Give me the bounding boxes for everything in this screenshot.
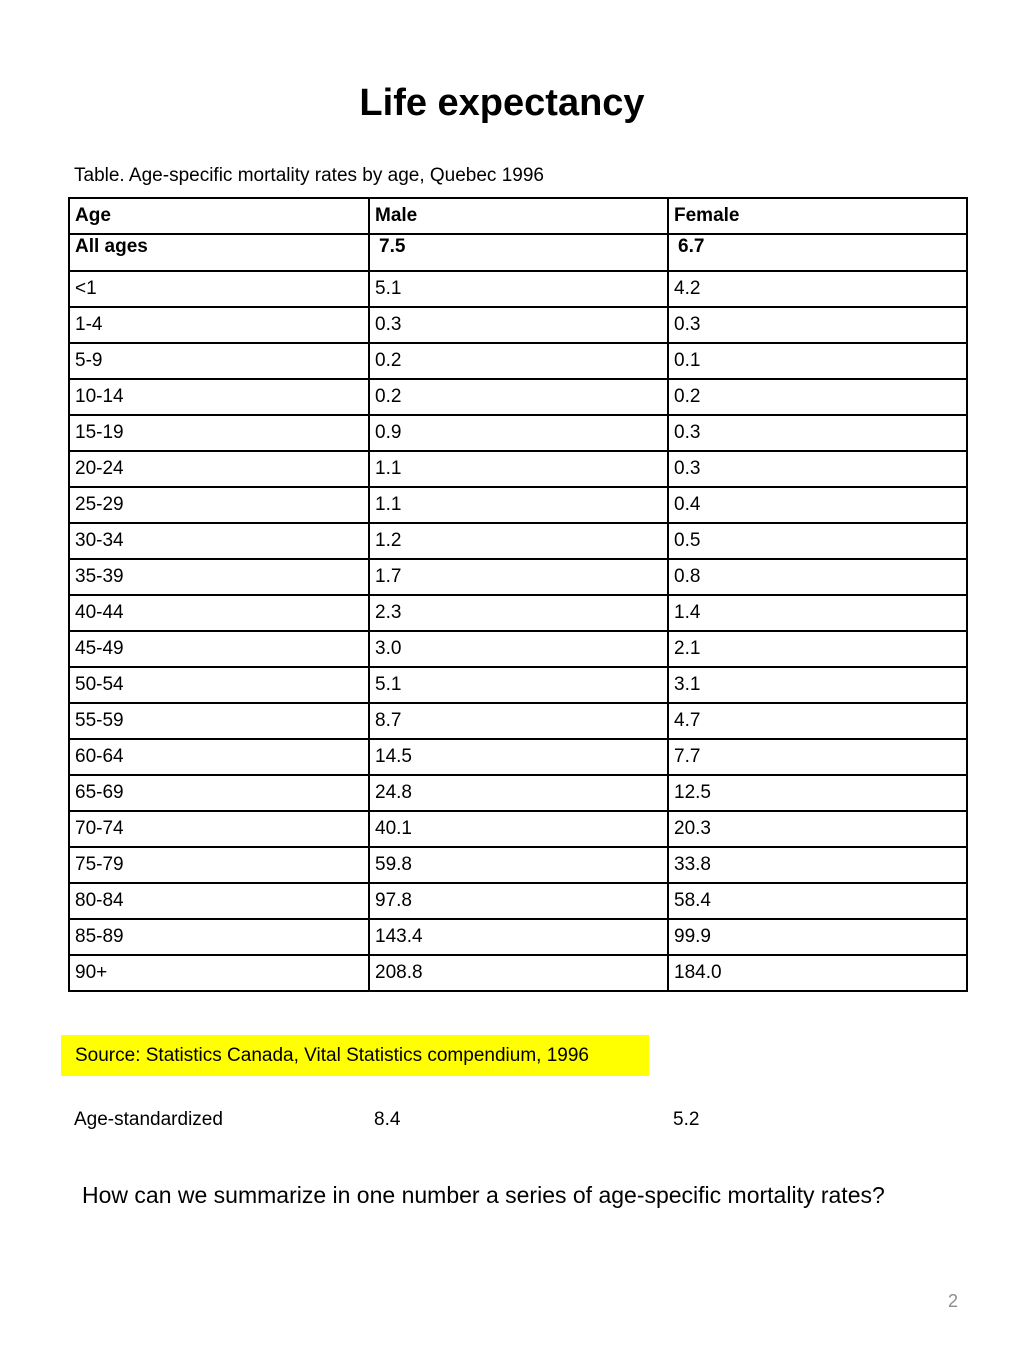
- table-row: [69, 487, 967, 523]
- female-cell: 33.8: [668, 847, 967, 883]
- female-cell: 4.7: [668, 703, 967, 739]
- age-standardized-row: [0, 1107, 1024, 1133]
- male-cell: 40.1: [369, 811, 668, 847]
- female-cell: 58.4: [668, 883, 967, 919]
- female-cell: 99.9: [668, 919, 967, 955]
- age-cell: 5-9: [69, 343, 369, 379]
- age-cell: 75-79: [69, 847, 369, 883]
- age-cell: <1: [69, 271, 369, 307]
- female-cell: 0.5: [668, 523, 967, 559]
- table-row: [69, 919, 967, 955]
- age-standardized-male: 8.4: [374, 1109, 401, 1130]
- all-ages-label: All ages: [69, 234, 369, 271]
- male-cell: 14.5: [369, 739, 668, 775]
- table-row: [69, 595, 967, 631]
- age-cell: 90+: [69, 955, 369, 991]
- table-row: [69, 775, 967, 811]
- female-cell: 3.1: [668, 667, 967, 703]
- source-note: Source: Statistics Canada, Vital Statistics compendium, 1996: [61, 1035, 649, 1076]
- male-cell: 1.2: [369, 523, 668, 559]
- table-body: [69, 234, 967, 991]
- table-caption: Table. Age-specific mortality rates by age, Quebec 1996: [74, 165, 544, 186]
- age-cell: 80-84: [69, 883, 369, 919]
- age-cell: 50-54: [69, 667, 369, 703]
- male-cell: 5.1: [369, 667, 668, 703]
- male-cell: 208.8: [369, 955, 668, 991]
- header-male: Male: [369, 198, 668, 234]
- table-row: [69, 559, 967, 595]
- female-cell: 4.2: [668, 271, 967, 307]
- male-cell: 0.2: [369, 343, 668, 379]
- age-cell: 10-14: [69, 379, 369, 415]
- table-header-row: [69, 198, 967, 234]
- table-row: [69, 955, 967, 991]
- age-cell: 40-44: [69, 595, 369, 631]
- age-cell: 45-49: [69, 631, 369, 667]
- age-cell: 65-69: [69, 775, 369, 811]
- table-row: [69, 703, 967, 739]
- female-cell: 0.3: [668, 415, 967, 451]
- page-number: 2: [947, 1291, 958, 1311]
- mortality-table: [68, 197, 968, 992]
- table-row: [69, 415, 967, 451]
- age-cell: 55-59: [69, 703, 369, 739]
- table-row: [69, 811, 967, 847]
- female-cell: 1.4: [668, 595, 967, 631]
- age-cell: 85-89: [69, 919, 369, 955]
- table-row: [69, 523, 967, 559]
- age-cell: 25-29: [69, 487, 369, 523]
- female-cell: 184.0: [668, 955, 967, 991]
- header-female: Female: [668, 198, 967, 234]
- age-cell: 70-74: [69, 811, 369, 847]
- female-cell: 0.4: [668, 487, 967, 523]
- table-row: [69, 307, 967, 343]
- table-row: [69, 883, 967, 919]
- all-ages-row: [69, 234, 967, 271]
- female-cell: 12.5: [668, 775, 967, 811]
- male-cell: 1.1: [369, 487, 668, 523]
- table-row: [69, 667, 967, 703]
- female-cell: 0.8: [668, 559, 967, 595]
- male-cell: 0.2: [369, 379, 668, 415]
- male-cell: 1.1: [369, 451, 668, 487]
- female-cell: 7.7: [668, 739, 967, 775]
- header-age: Age: [69, 198, 369, 234]
- male-cell: 0.9: [369, 415, 668, 451]
- male-cell: 143.4: [369, 919, 668, 955]
- male-cell: 2.3: [369, 595, 668, 631]
- female-cell: 20.3: [668, 811, 967, 847]
- male-cell: 0.3: [369, 307, 668, 343]
- table-row: [69, 451, 967, 487]
- age-cell: 35-39: [69, 559, 369, 595]
- female-cell: 0.3: [668, 451, 967, 487]
- age-cell: 20-24: [69, 451, 369, 487]
- all-ages-female: 6.7: [668, 234, 967, 271]
- male-cell: 8.7: [369, 703, 668, 739]
- age-cell: 30-34: [69, 523, 369, 559]
- male-cell: 5.1: [369, 271, 668, 307]
- male-cell: 3.0: [369, 631, 668, 667]
- age-cell: 60-64: [69, 739, 369, 775]
- male-cell: 1.7: [369, 559, 668, 595]
- female-cell: 0.2: [668, 379, 967, 415]
- all-ages-male: 7.5: [369, 234, 668, 271]
- table-row: [69, 739, 967, 775]
- age-cell: 15-19: [69, 415, 369, 451]
- female-cell: 0.3: [668, 307, 967, 343]
- male-cell: 24.8: [369, 775, 668, 811]
- table-row: [69, 631, 967, 667]
- table-row: [69, 343, 967, 379]
- slide-title: Life expectancy: [359, 82, 645, 124]
- female-cell: 2.1: [668, 631, 967, 667]
- table-row: [69, 379, 967, 415]
- age-standardized-label: Age-standardized: [74, 1109, 223, 1130]
- question-text: How can we summarize in one number a series of age-specific mortality rates?: [82, 1182, 885, 1208]
- age-standardized-female: 5.2: [673, 1109, 700, 1130]
- table-row: [69, 271, 967, 307]
- female-cell: 0.1: [668, 343, 967, 379]
- table-row: [69, 847, 967, 883]
- male-cell: 59.8: [369, 847, 668, 883]
- age-cell: 1-4: [69, 307, 369, 343]
- male-cell: 97.8: [369, 883, 668, 919]
